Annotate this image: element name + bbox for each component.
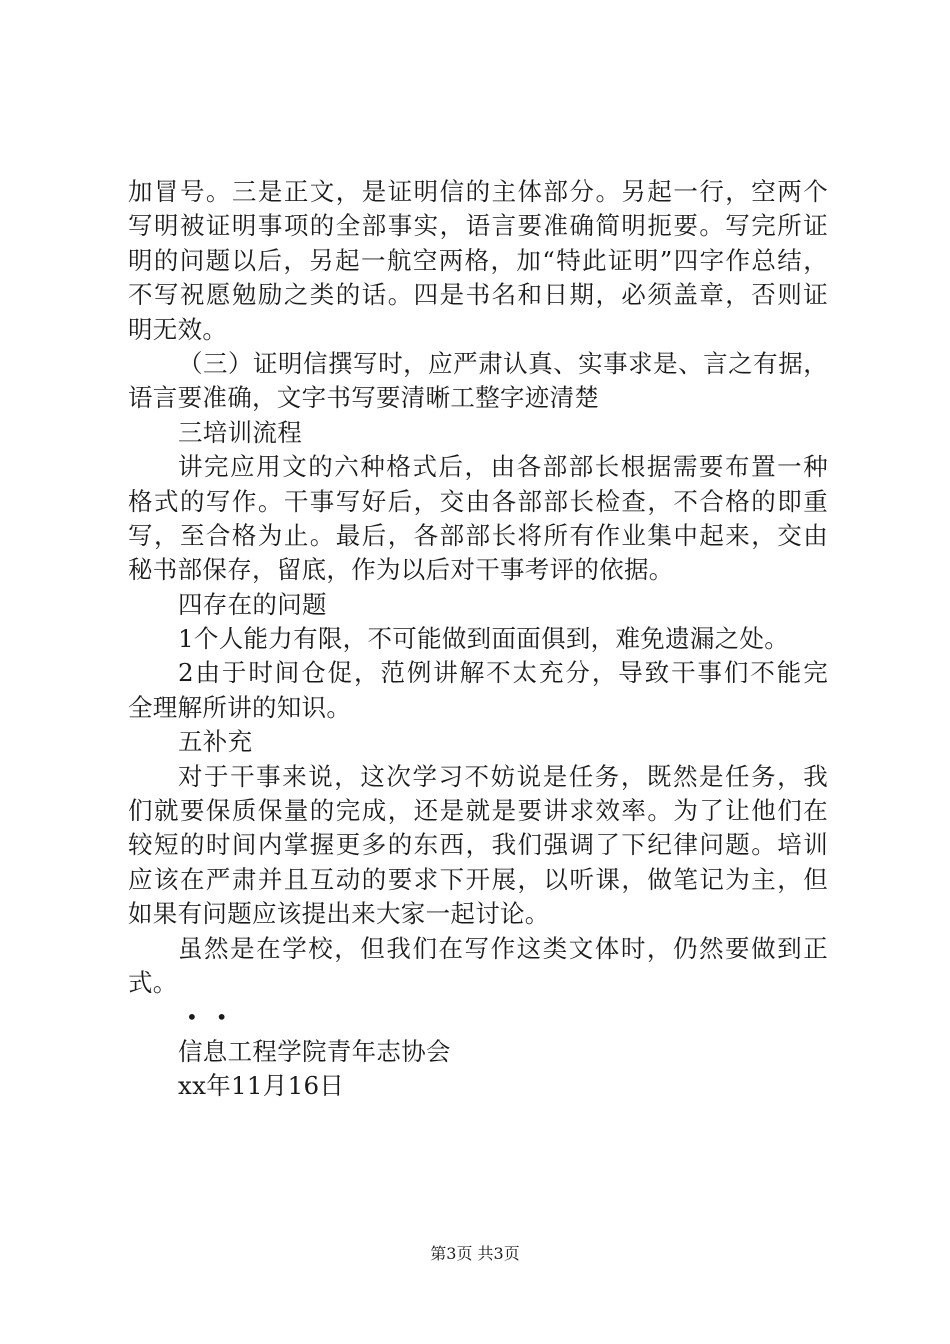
text-line: 虽然是在学校，但我们在写作这类文体时，仍然要做到正 xyxy=(178,933,828,963)
text-line: 应该在严肃并且互动的要求下开展，以听课，做笔记为主，但 xyxy=(128,864,828,894)
section-heading: 五补充 xyxy=(178,727,253,757)
text-line: 较短的时间内掌握更多的东西，我们强调了下纪律问题。培训 xyxy=(128,830,828,860)
text-line: 如果有问题应该提出来大家一起讨论。 xyxy=(128,899,550,929)
text-line: 1个人能力有限，不可能做到面面俱到，难免遗漏之处。 xyxy=(178,624,790,654)
signature-organization: 信息工程学院青年志协会 xyxy=(178,1036,451,1066)
text-line: 明无效。 xyxy=(128,314,228,344)
text-line: 语言要准确，文字书写要清晰工整字迹清楚 xyxy=(128,383,600,413)
text-line: 加冒号。三是正文，是证明信的主体部分。另起一行，空两个 xyxy=(128,177,828,206)
document-body xyxy=(128,175,828,1104)
dot-marks: •• xyxy=(186,1005,246,1030)
text-line: 秘书部保存，留底，作为以后对干事考评的依据。 xyxy=(128,555,674,585)
text-line: 写明被证明事项的全部事实，语言要准确简明扼要。写完所证 xyxy=(128,211,828,241)
text-line: 们就要保质保量的完成，还是就是要讲求效率。为了让他们在 xyxy=(128,796,828,826)
text-line: 格式的写作。干事写好后，交由各部部长检查，不合格的即重 xyxy=(128,486,828,516)
text-line: 写，至合格为止。最后，各部部长将所有作业集中起来，交由 xyxy=(128,520,828,550)
text-line: 讲完应用文的六种格式后，由各部部长根据需要布置一种 xyxy=(178,452,828,482)
section-heading: 四存在的问题 xyxy=(178,589,327,619)
signature-date: xx年11月16日 xyxy=(178,1071,345,1101)
text-line: 对于干事来说，这次学习不妨说是任务，既然是任务，我 xyxy=(178,761,828,791)
page-footer: 第3页 共3页 xyxy=(430,1244,520,1263)
text-line: 2由于时间仓促，范例讲解不太充分，导致干事们不能完 xyxy=(178,658,828,688)
text-line: 全理解所讲的知识。 xyxy=(128,692,352,722)
text-line: 式。 xyxy=(128,967,178,997)
text-line: 不写祝愿勉励之类的话。四是书名和日期，必须盖章，否则证 xyxy=(128,280,828,310)
section-heading: 三培训流程 xyxy=(178,417,302,447)
text-line: 明的问题以后，另起一航空两格，加“特此证明”四字作总结， xyxy=(128,245,828,275)
text-line: （三）证明信撰写时，应严肃认真、实事求是、言之有据， xyxy=(178,348,828,378)
